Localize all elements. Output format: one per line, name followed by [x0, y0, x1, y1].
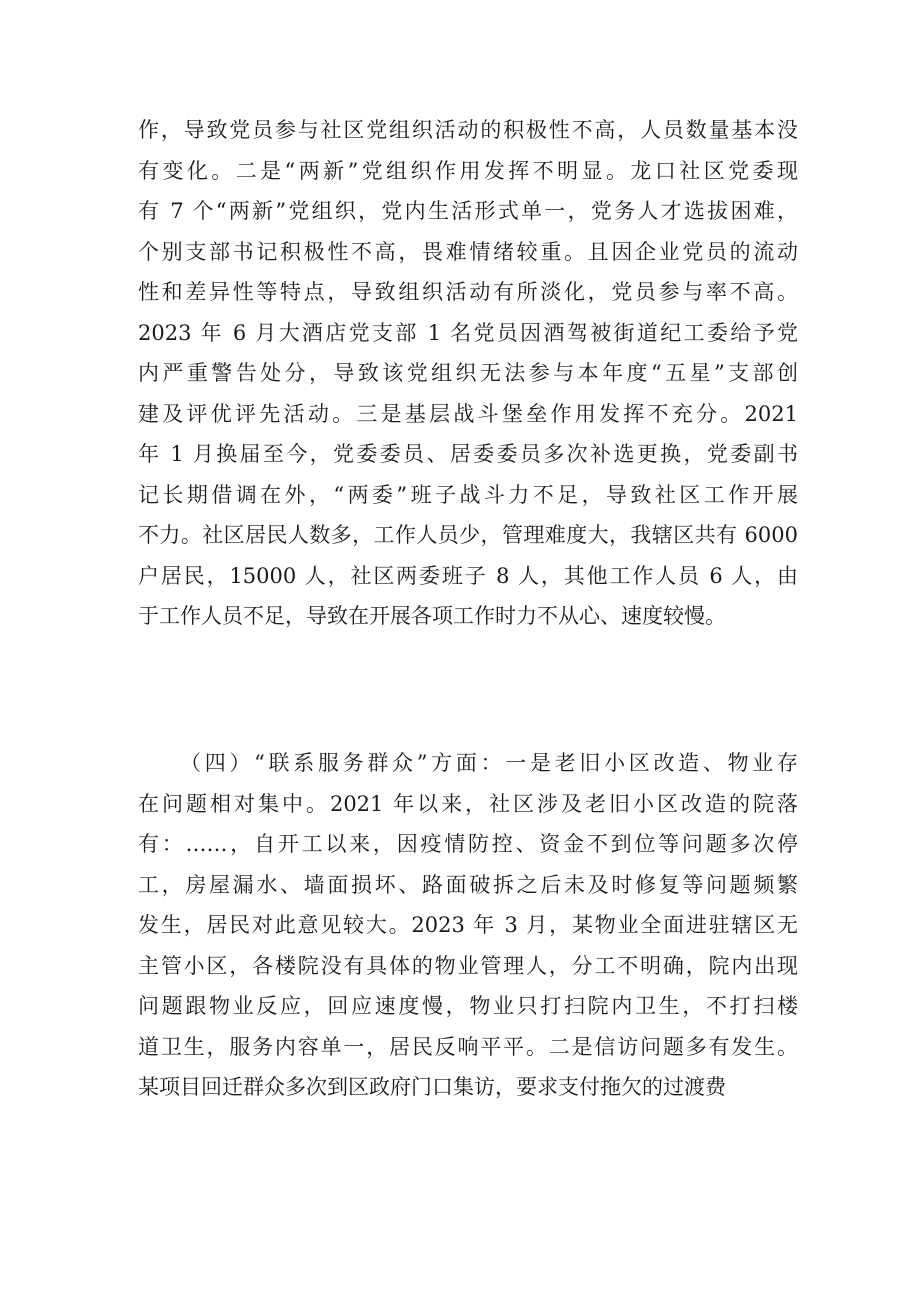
text-line: 问题跟物业反应，回应速度慢，物业只打扫院内卫生，不打扫楼	[138, 994, 798, 1018]
text-line: 于工作人员不足，导致在开展各项工作时力不从心、速度较慢。	[138, 604, 726, 628]
text-line: 有：……，自开工以来，因疫情防控、资金不到位等问题多次停	[138, 832, 798, 856]
text-line: 在问题相对集中。2021 年以来，社区涉及老旧小区改造的院落	[138, 791, 798, 816]
text-line: 作，导致党员参与社区党组织活动的积极性不高，人员数量基本没	[138, 118, 798, 142]
text-line: 发生，居民对此意见较大。2023 年 3 月，某物业全面进驻辖区无	[138, 913, 798, 937]
text-line: 内严重警告处分，导致该党组织无法参与本年度“五星”支部创	[138, 361, 798, 385]
text-line: 个别支部书记积极性不高，畏难情绪较重。且因企业党员的流动	[138, 239, 798, 264]
text-line: 建及评优评先活动。三是基层战斗堡垒作用发挥不充分。2021	[138, 401, 798, 426]
text-line: 某项目回迁群众多次到区政府门口集访，要求支付拖欠的过渡费	[138, 1075, 726, 1099]
text-line: 工，房屋漏水、墙面损坏、路面破拆之后未及时修复等问题频繁	[138, 872, 798, 897]
text-line: 有 7 个“两新”党组织，党内生活形式单一，党务人才选拔困难，	[138, 199, 798, 223]
text-line: 记长期借调在外，“两委”班子战斗力不足，导致社区工作开展	[138, 482, 798, 507]
text-line: 户居民，15000 人，社区两委班子 8 人，其他工作人员 6 人，由	[138, 563, 798, 588]
text-line: 主管小区，各楼院没有具体的物业管理人，分工不明确，院内出现	[138, 953, 798, 978]
text-line-first: （四）“联系服务群众”方面：一是老旧小区改造、物业存	[180, 751, 798, 775]
paragraph-continued	[138, 110, 798, 637]
text-line: 不力。社区居民人数多，工作人员少，管理难度大，我辖区共有 6000	[138, 523, 798, 547]
text-line: 性和差异性等特点，导致组织活动有所淡化，党员参与率不高。	[138, 280, 798, 304]
paragraph-section-four	[138, 743, 798, 1108]
text-line: 道卫生，服务内容单一，居民反响平平。二是信访问题多有发生。	[138, 1034, 798, 1059]
text-line: 有变化。二是“两新”党组织作用发挥不明显。龙口社区党委现	[138, 158, 798, 183]
text-line: 年 1 月换届至今，党委委员、居委委员多次补选更换，党委副书	[138, 442, 798, 466]
text-line: 2023 年 6 月大酒店党支部 1 名党员因酒驾被街道纪工委给予党	[138, 320, 798, 345]
